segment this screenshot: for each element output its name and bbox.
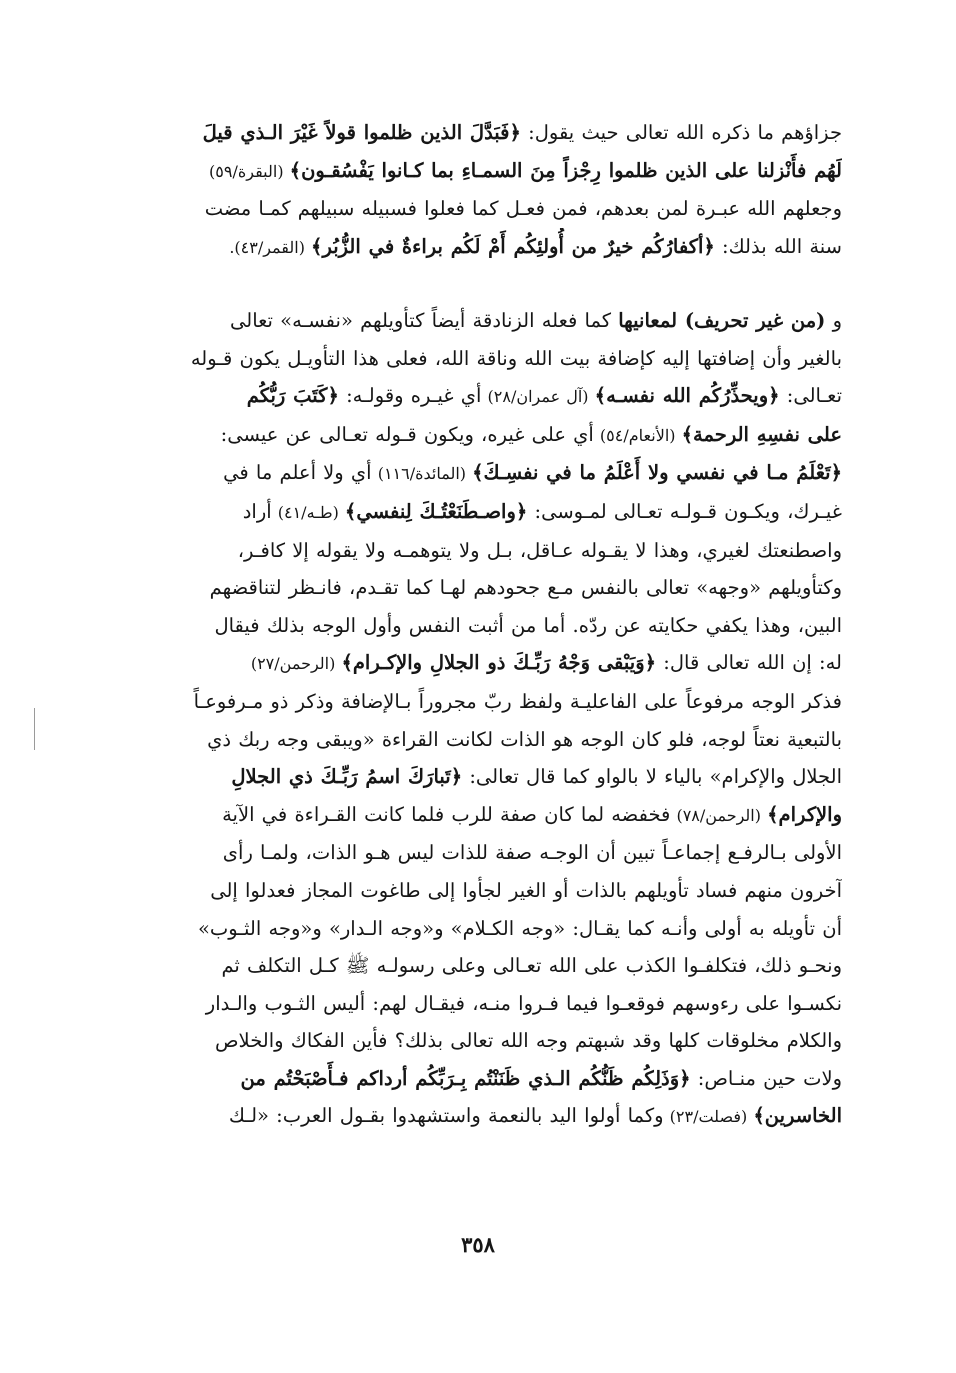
verse-reference: (الأنعام/٥٤) xyxy=(593,425,682,445)
body-text: جزاؤهم ما ذكره الله تعالى حيث يقول: xyxy=(520,121,842,144)
text-line xyxy=(118,644,842,683)
quran-verse: ﴿أكفارُكُم خيرٌ من أُولئِكُم أَمْ لَكُم براءةٌ في الزُّبُر﴾ xyxy=(311,234,715,258)
body-text: أي ولا أعلم ما في xyxy=(223,461,372,485)
verse-reference: (المائدة/١١٦) xyxy=(371,464,473,484)
text-line xyxy=(118,721,842,759)
body-text: كما فعله الزنادقة أيضاً كتأويلهم «نفسـه» تعالى xyxy=(230,309,619,332)
text-line xyxy=(118,947,842,985)
body-text: وكتأويلهم «وجهه» تعالى بالنفس مـع جحودهم لهـا كما تقـدم، فانـظر لتناقضهم xyxy=(209,576,842,600)
verse-reference: (طـه/٤١) xyxy=(271,502,345,522)
body-text: نكسـوا على رءوسهم فوقعـوا فيما فـروا منـه، فيقـال لهم: أليس الثـوب والـدار xyxy=(205,991,842,1015)
text-line xyxy=(118,302,842,340)
text-line xyxy=(118,228,842,267)
quran-verse: ﴿وَيَبْقى وَجْهُ رَبِّـكَ ذو الجلالِ والإكـرام﴾ xyxy=(341,651,657,675)
body-text: واصطنعتك لغيري، وهذا لا يقـوله عـاقل، بـل ولا يتوهمـه ولا يقوله إلا كافـر، xyxy=(237,538,842,562)
body-text: ولات حين منـاص: xyxy=(690,1066,842,1090)
quran-verse: ﴿تَبارَكَ اسمُ رَبِّـكَ ذي الجلالِ xyxy=(231,765,463,789)
quran-verse: ﴿فَبَدَّلَ الذين ظلموا قولاً غَيْرَ الـذي قيلَ xyxy=(202,121,521,144)
body-text: أي على غيره، ويكون قـوله تعـالى عن عيسى: xyxy=(220,422,594,446)
text-line xyxy=(118,1097,842,1136)
paragraph xyxy=(118,114,842,266)
body-text: سنة الله بذلك: xyxy=(714,234,842,258)
body-text: الجلال والإكرام» بالياء لا بالواو كما قال تعالى: xyxy=(462,765,842,789)
body-text: وكما أولوا اليد بالنعمة واستشهدوا بقـول العرب: «لـك xyxy=(228,1104,664,1128)
text-line xyxy=(118,834,842,872)
text-line xyxy=(118,152,842,191)
body-text: أن تأويله به أولى وأنـه كما يقـال: «وجه الكـلام» و«وجه الـدار» و«وجه الثـوب» xyxy=(197,916,842,940)
verse-reference: (البقرة/٥٩) xyxy=(209,161,290,181)
body-text: بالغير وأن إضافتها إليه كإضافة بيت الله وناقة الله، فعلى هذا التأويـل يكون قـوله xyxy=(190,346,842,370)
margin-mark xyxy=(34,708,35,750)
text-line xyxy=(118,114,842,152)
body-text: غيـرك، ويكـون قـولـه تعـالى لمـوسى: xyxy=(527,499,842,523)
body-text: الأولى بـالرفـع إجماعـاً تبين أن الوجـه صفة للذات ليس هـو الذات، ولمـا رأى xyxy=(222,841,842,865)
text-line xyxy=(118,454,842,493)
body-text: أي غيـره وقولـه: xyxy=(338,384,482,408)
body-text: له: إن الله تعالى قال: xyxy=(656,651,842,675)
text-line xyxy=(118,796,842,835)
quran-verse: على نفسِهِ الرحمة﴾ xyxy=(681,422,842,446)
text-line xyxy=(118,377,842,416)
verse-reference: (الرحمن/٧٨) xyxy=(670,805,768,825)
text-line xyxy=(118,532,842,570)
quran-verse: ﴿ويحذِّرُكُم الله نفسـه﴾ xyxy=(594,384,780,408)
text-line xyxy=(118,340,842,378)
text-line xyxy=(118,683,842,721)
body-text: ونحـو ذلك، فتكلفـوا الكذب على الله تعـالى وعلى رسولـه ﷺ كـل التكلف ثم xyxy=(221,954,842,978)
quran-verse: ﴿تَعْلَمُ مـا في نفسي ولا أَعْلَمُ ما في نفسِـكَ﴾ xyxy=(472,461,842,485)
text-line xyxy=(118,190,842,228)
verse-reference: (القمر/٤٣). xyxy=(229,237,312,257)
text-line xyxy=(118,910,842,948)
quran-verse: ﴿كَتَبَ رَبُّكُم xyxy=(246,384,339,408)
body-text: تعـالى: xyxy=(779,384,842,408)
page-number: ٣٥٨ xyxy=(461,1232,495,1257)
text-line xyxy=(118,1060,842,1098)
body-text: فذكر الوجه مرفوعاً على الفاعليـة ولفظ ربّ مجروراً بـالإضافة وذكر ذو مـرفوعـاً xyxy=(193,689,842,713)
bold-text: (من غير تحريف) لمعانيها xyxy=(618,309,826,332)
text-line xyxy=(118,758,842,796)
paragraph xyxy=(118,302,842,1136)
body-text: آخرون منهم فساد تأويلهم بالذات أو الغير لجأوا إلى طاغوت المجاز فعدلوا إلى xyxy=(210,878,842,902)
body-text: أراد xyxy=(242,499,272,523)
verse-reference: (الرحمن/٢٧) xyxy=(250,654,342,674)
text-line xyxy=(118,985,842,1023)
quran-verse: ﴿وَذَلِكُم ظَنُّكُم الـذي ظَنَنْتُم بِـرَبِّكُم أرداكم فـأَصْبَحْتُم من xyxy=(240,1066,691,1090)
text-line xyxy=(118,569,842,607)
body-text: البين، وهذا يكفي حكايته عن ردّه. أما من أثبت النفس وأول الوجه بذلك فيقال xyxy=(214,613,842,637)
quran-verse: ﴿واصـطَنَعْتُـكَ لِنفسي﴾ xyxy=(344,499,528,523)
body-text: فخفضه لما كان صفة للرب فلما كانت القـراءة في الآية xyxy=(222,802,671,826)
body-text: والكلام مخلوقات كلها وقد شبهتم وجه الله تعالى بذلك؟ فأين الفكاك والخلاص xyxy=(214,1029,842,1053)
text-line xyxy=(118,493,842,532)
text-line xyxy=(118,1022,842,1060)
body-text: وجعلهم الله عبـرة لمن بعدهم، فمن فعـل كما فعلوا فسبيله سبيلهم كمـا مضت xyxy=(204,197,842,221)
quran-verse: والإكرام﴾ xyxy=(767,802,842,826)
verse-reference: (آل عمران/٢٨) xyxy=(481,387,595,407)
text-line xyxy=(118,416,842,455)
verse-reference: (فصلت/٢٣) xyxy=(663,1107,754,1127)
quran-verse: لَهُم فأَنْزلنا على الذين ظلموا رِجْزاً مِنَ السمـاءِ بما كـانوا يَفْسُقـون﴾ xyxy=(289,158,842,182)
body-text: و xyxy=(825,309,842,332)
body-text: بالتبعية نعتاً لوجه، فلو كان الوجه هو الذات لكانت القراءة «ويبقى وجه ربك ذي xyxy=(207,727,842,751)
text-line xyxy=(118,872,842,910)
text-line xyxy=(118,607,842,645)
quran-verse: الخاسرين﴾ xyxy=(753,1104,842,1128)
